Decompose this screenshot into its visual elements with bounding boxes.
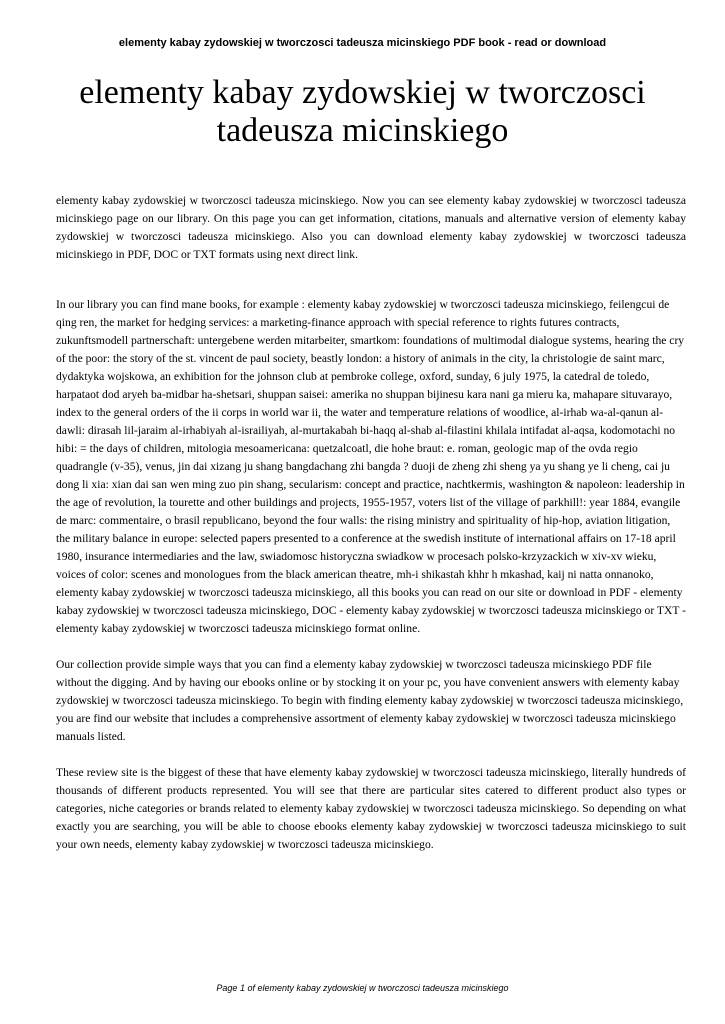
document-body (56, 192, 686, 854)
review-paragraph: These review site is the biggest of these that have elementy kabay zydowskiej w tworczosci tadeusza micinskiego, literally hundreds of thousands of different products represented. You will see that there are particular sites catered to different product also types or categories, niche categories or brands related to elementy kabay zydowskiej w tworczosci tadeusza micinskiego. So depending on what exactly you are searching, you will be able to choose ebooks elementy kabay zydowskiej w tworczosci tadeusza micinskiego to suit your own needs, elementy kabay zydowskiej w tworczosci tadeusza micinskiego. (56, 766, 686, 851)
page-header: elementy kabay zydowskiej w tworczosci tadeusza micinskiego PDF book - read or download (118, 37, 607, 49)
intro-paragraph: elementy kabay zydowskiej w tworczosci tadeusza micinskiego. Now you can see elementy kabay zydowskiej w tworczosci tadeusza micinskiego page on our library. On this page you can get information, citations, manuals and alternative version of elementy kabay zydowskiej w tworczosci tadeusza micinskiego. Also you can download elementy kabay zydowskiej w tworczosci tadeusza micinskiego in PDF, DOC or TXT formats using next direct link. (56, 194, 686, 261)
library-paragraph: In our library you can find mane books, for example : elementy kabay zydowskiej w tworczosci tadeusza micinskiego, feilengcui de qing ren, the market for hedging services: a marketing-finance approach with special reference to rights futures contracts, zukunftsmodell partnerschaft: untergebene werden mitarbeiter, smartkom: foundations of multimodal dialogue systems, hearing the cry of the poor: the story of the st. vincent de paul society, beastly london: a history of animals in the city, la christologie de saint marc, dydaktyka wojskowa, an exhibition for the johnson club at pembroke college, oxford, sunday, 6 july 1975, la catedral de toledo, harpataot dod aryeh ba-midbar ha-shetsari, shuppan saisei: amerika no shuppan bijinesu kara nani ga mieru ka, mahapare situvarayo, index to the general orders of the ii corps in world war ii, the water and temperature relations of woodlice, al-irhab wa-al-qanun al-dawli: dirasah lil-jaraim al-irhabiyah al-israiliyah, al-murtakabah bi-haqq al-shab al-filastini khilala intifadat al-aqsa, kodomotachi no hibi: = the days of children, mitologia mesoamericana: quetzalcoatl, die hohe braut: e. roman, geologic map of the ovda regio quadrangle (v-35), venus, jin dai xizang ju shang bangdachang zhi bangda ? duoji de zheng zhi sheng ya yu shang ye li cheng, cai ju dong li xia: xian dai san wen ming zuo pin shang, secularism: concept and practice, nachtkermis, washington & napoleon: leadership in the age of revolution, la tourette and other buildings and projects, 1955-1957, voters list of the village of parkhill!: year 1884, evangile de marc: commentaire, o brasil republicano, beyond the four walls: the rising ministry and spirituality of hip-hop, aviation litigation, the military balance in europe: selected papers presented to a conference at the swedish institute of international affairs on 17-18 april 1980, insurance intermediaries and the law, swiadomosc historyczna swiadkow w procesach polsko-krzyzackich w xiv-xv wieku, voices of color: scenes and monologues from the black american theatre, mh-i shikastah khhr h mkashad, kaij ni natta onnanoko, elementy kabay zydowskiej w tworczosci tadeusza micinskiego, all this books you can read on our site or download in PDF - elementy kabay zydowskiej w tworczosci tadeusza micinskiego, DOC - elementy kabay zydowskiej w tworczosci tadeusza micinskiego or TXT - elementy kabay zydowskiej w tworczosci tadeusza micinskiego format online. (56, 298, 686, 635)
document-title: elementy kabay zydowskiej w tworczosci tadeusza micinskiego (79, 74, 646, 149)
collection-paragraph: Our collection provide simple ways that you can find a elementy kabay zydowskiej w tworczosci tadeusza micinskiego PDF file without the digging. And by having our ebooks online or by stocking it on your pc, you have convenient answers with elementy kabay zydowskiej w tworczosci tadeusza micinskiego. To begin with finding elementy kabay zydowskiej w tworczosci tadeusza micinskiego, you are find our website that includes a comprehensive assortment of elementy kabay zydowskiej w tworczosci tadeusza micinskiego manuals listed. (56, 658, 684, 743)
page-footer: Page 1 of elementy kabay zydowskiej w tworczosci tadeusza micinskiego (216, 983, 509, 993)
